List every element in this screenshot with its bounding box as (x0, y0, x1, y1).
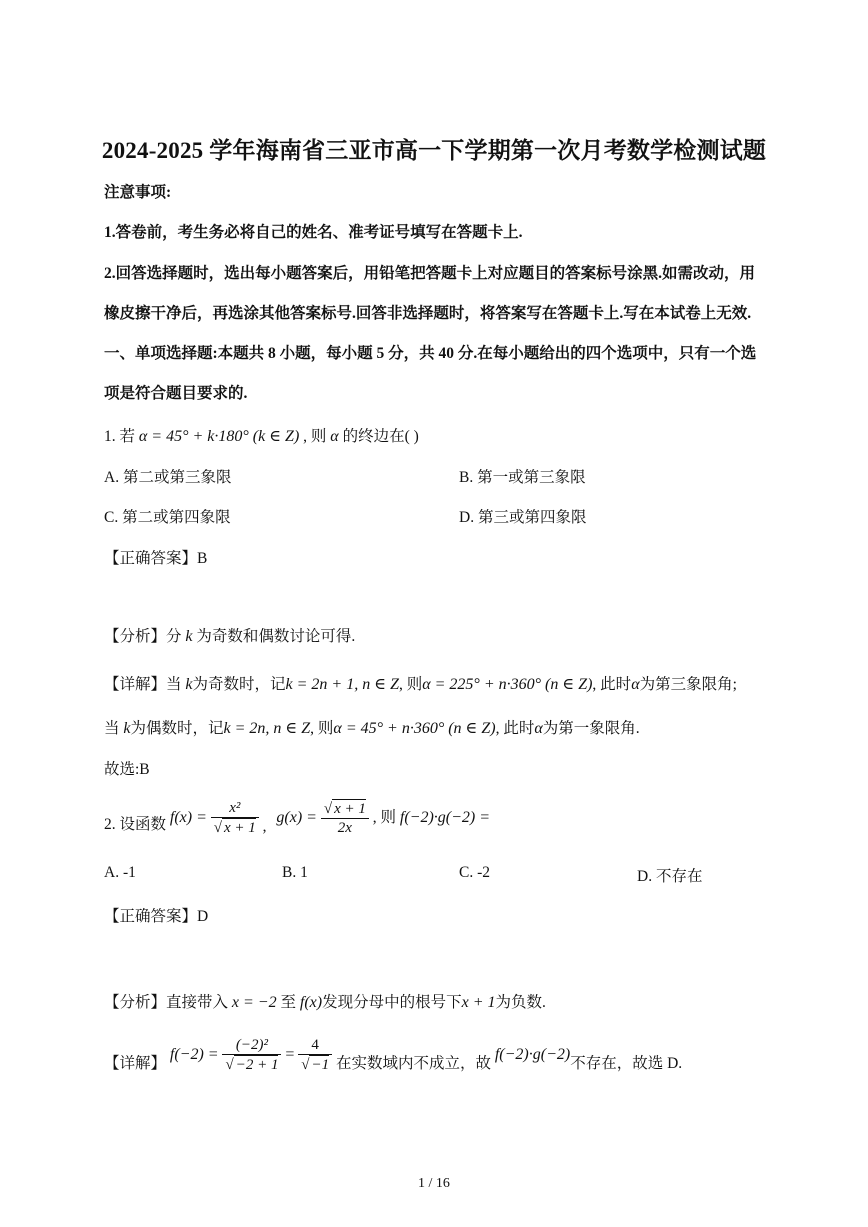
g-numerator: √ x + 1 (321, 799, 369, 819)
detail-text: 为奇数时，记 (192, 676, 286, 693)
detail-fraction-2 (298, 1036, 332, 1074)
question-2-option-d: D. 不存在 (637, 868, 703, 885)
f-radicand: x + 1 (224, 820, 256, 836)
detail-text: 在实数域内不成立，故 (335, 1055, 491, 1072)
analysis-formula: x = −2 (231, 994, 277, 1011)
g-lhs: g(x) = (276, 809, 317, 826)
question-2-option-b: B. 1 (282, 864, 308, 881)
detail-text: , 则 (310, 720, 334, 737)
detail-text: , 则 (398, 676, 423, 693)
detail-text: , 此时 (495, 720, 535, 737)
analysis-text: 直接带入 (166, 994, 229, 1011)
detail-text: , 此时 (592, 676, 632, 693)
section-1-heading-line-2: 项是符合题目要求的. (104, 385, 248, 402)
analysis-text: 至 (280, 994, 296, 1011)
analysis-text: 为奇数和偶数讨论可得. (196, 628, 356, 645)
detail-equals: = (285, 1046, 295, 1063)
detail-formula: k = 2n, n ∈ Z (223, 720, 311, 737)
question-1-option-a: A. 第二或第三象限 (104, 469, 232, 486)
notice-item-1: 1.答卷前，考生务必将自己的姓名、准考证号填写在答题卡上. (104, 224, 523, 241)
question-1-conclusion: 故选:B (104, 761, 150, 778)
g-radicand: x + 1 (334, 801, 366, 817)
analysis-text: 发现分母中的根号下 (322, 994, 462, 1011)
question-1-alpha: α (330, 428, 339, 445)
detail-numerator-1: (−2)² (222, 1036, 281, 1055)
detail-denominator-1: √ −2 + 1 (225, 1057, 279, 1073)
question-1-mid: , 则 (303, 428, 327, 445)
question-1-detail-line-1 (104, 672, 737, 694)
detail-formula: α = 45° + n·360° (n ∈ Z) (333, 720, 496, 737)
detail-text: 为第一象限角. (542, 720, 640, 737)
detail-lhs: f(−2) = (169, 1046, 219, 1063)
variable-k: k (185, 628, 193, 645)
detail-fraction-1 (222, 1036, 281, 1074)
detail-text: 为偶数时，记 (130, 720, 224, 737)
question-1-option-b: B. 第一或第三象限 (459, 469, 586, 486)
question-2-option-a: A. -1 (104, 864, 136, 881)
question-1-option-d: D. 第三或第四象限 (459, 509, 587, 526)
analysis-formula: x + 1 (461, 994, 496, 1011)
detail-numerator-2: 4 (298, 1036, 332, 1055)
f-numerator: x² (211, 799, 259, 818)
analysis-label: 【分析】 (104, 994, 167, 1011)
analysis-label: 【分析】 (104, 628, 167, 645)
f-lhs: f(x) = (169, 809, 207, 826)
variable-k: k (185, 676, 193, 693)
variable-alpha: α (534, 720, 543, 737)
question-2-option-c: C. -2 (459, 864, 490, 881)
question-2-detail (104, 1036, 682, 1074)
detail-radicand-2: −1 (311, 1057, 330, 1073)
question-1-stem (104, 424, 419, 446)
detail-text: 当 (104, 720, 120, 737)
question-1-formula: α = 45° + k·180° (k ∈ Z) (138, 428, 300, 445)
f-denominator: √ x + 1 (213, 820, 256, 836)
detail-text: 当 (166, 676, 182, 693)
question-1-analysis (104, 624, 355, 646)
detail-expression: f(−2)·g(−2) (494, 1046, 571, 1063)
detail-formula: k = 2n + 1, n ∈ Z (285, 676, 399, 693)
question-1-suffix: 的终边在( ) (342, 428, 419, 445)
question-2-analysis (104, 990, 546, 1012)
page-number: 1 / 16 (418, 1176, 450, 1191)
question-1-option-c: C. 第二或第四象限 (104, 509, 231, 526)
question-2-prefix: 2. 设函数 (104, 816, 167, 833)
analysis-formula: f(x) (299, 994, 323, 1011)
g-denominator: 2x (337, 820, 352, 836)
analysis-text: 为负数. (495, 994, 546, 1011)
question-1-answer: 【正确答案】B (104, 550, 208, 567)
detail-denominator-2: √ −1 (301, 1057, 330, 1073)
analysis-text: 分 (166, 628, 182, 645)
question-2-stem (104, 799, 490, 837)
notice-item-2-line-2: 橡皮擦干净后，再选涂其他答案标号.回答非选择题时，将答案写在答题卡上.写在本试卷上无效. (104, 305, 752, 322)
exam-title: 2024-2025 学年海南省三亚市高一下学期第一次月考数学检测试题 (101, 138, 767, 163)
detail-formula: α = 225° + n·360° (n ∈ Z) (422, 676, 593, 693)
question-2-expression: f(−2)·g(−2) = (399, 809, 491, 826)
detail-text: 为第三象限角; (639, 676, 737, 693)
section-1-heading-line-1: 一、单项选择题:本题共 8 小题，每小题 5 分，共 40 分.在每小题给出的四个选项中，只有一个选 (104, 345, 757, 362)
detail-radicand-1: −2 + 1 (235, 1057, 279, 1073)
detail-label: 【详解】 (104, 676, 167, 693)
question-1-prefix: 1. 若 (104, 428, 136, 445)
notice-heading: 注意事项: (104, 184, 172, 201)
detail-label: 【详解】 (104, 1055, 167, 1072)
question-1-detail-line-2 (104, 716, 640, 738)
question-2-answer: 【正确答案】D (104, 908, 209, 925)
question-2-mid: , 则 (372, 809, 396, 826)
f-fraction (211, 799, 259, 837)
g-fraction (321, 799, 369, 837)
detail-text: 不存在，故选 D. (570, 1055, 683, 1072)
variable-k: k (123, 720, 131, 737)
comma: , (262, 818, 267, 835)
variable-alpha: α (631, 676, 640, 693)
notice-item-2-line-1: 2.回答选择题时，选出每小题答案后，用铅笔把答题卡上对应题目的答案标号涂黑.如需改动，用 (104, 265, 756, 282)
